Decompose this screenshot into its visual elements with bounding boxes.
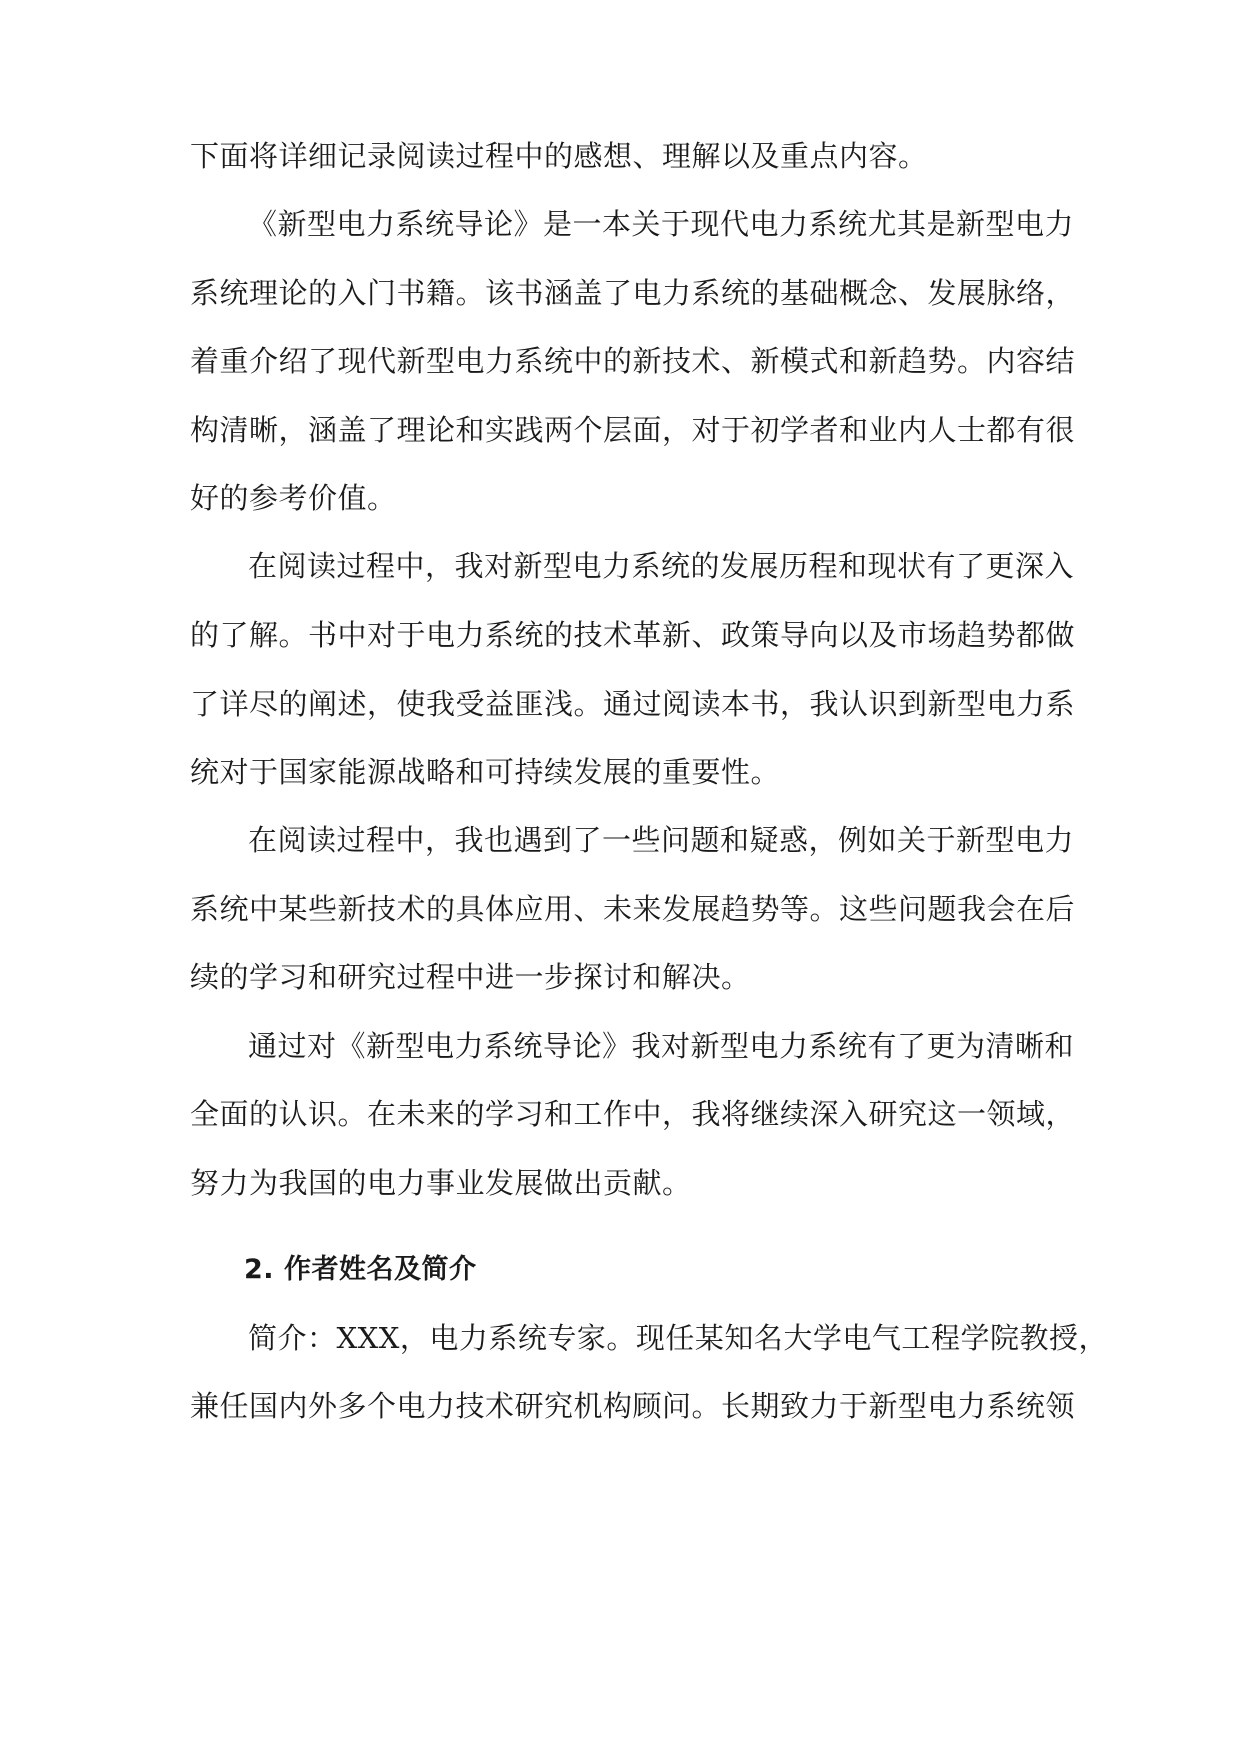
paragraph-line: 好的参考价值。 [190,481,397,515]
paragraph-line: 下面将详细记录阅读过程中的感想、理解以及重点内容。 [190,139,928,173]
section-heading: 2. 作者姓名及简介 [244,1254,477,1285]
paragraph-line: 努力为我国的电力事业发展做出贡献。 [190,1166,692,1200]
paragraph-line: 全面的认识。在未来的学习和工作中，我将继续深入研究这一领域， [190,1097,1076,1131]
paragraph-line: 统对于国家能源战略和可持续发展的重要性。 [190,755,781,789]
paragraph-line: 着重介绍了现代新型电力系统中的新技术、新模式和新趋势。内容结 [190,344,1076,378]
paragraph-line: 续的学习和研究过程中进一步探讨和解决。 [190,960,751,994]
paragraph-line: 的了解。书中对于电力系统的技术革新、政策导向以及市场趋势都做 [190,618,1076,652]
paragraph-line: 在阅读过程中，我也遇到了一些问题和疑惑，例如关于新型电力 [248,823,1075,857]
paragraph-line: 《新型电力系统导论》是一本关于现代电力系统尤其是新型电力 [248,207,1075,241]
paragraph-line: 构清晰，涵盖了理论和实践两个层面，对于初学者和业内人士都有很 [190,413,1076,447]
paragraph-line: 简介：XXX，电力系统专家。现任某知名大学电气工程学院教授， [248,1321,1108,1355]
paragraph-line: 通过对《新型电力系统导论》我对新型电力系统有了更为清晰和 [248,1029,1075,1063]
paragraph-line: 系统理论的入门书籍。该书涵盖了电力系统的基础概念、发展脉络， [190,276,1076,310]
paragraph-line: 兼任国内外多个电力技术研究机构顾问。长期致力于新型电力系统领 [190,1389,1076,1423]
paragraph-line: 在阅读过程中，我对新型电力系统的发展历程和现状有了更深入 [248,549,1075,583]
paragraph-line: 系统中某些新技术的具体应用、未来发展趋势等。这些问题我会在后 [190,892,1076,926]
paragraph-line: 了详尽的阐述，使我受益匪浅。通过阅读本书，我认识到新型电力系 [190,687,1076,721]
